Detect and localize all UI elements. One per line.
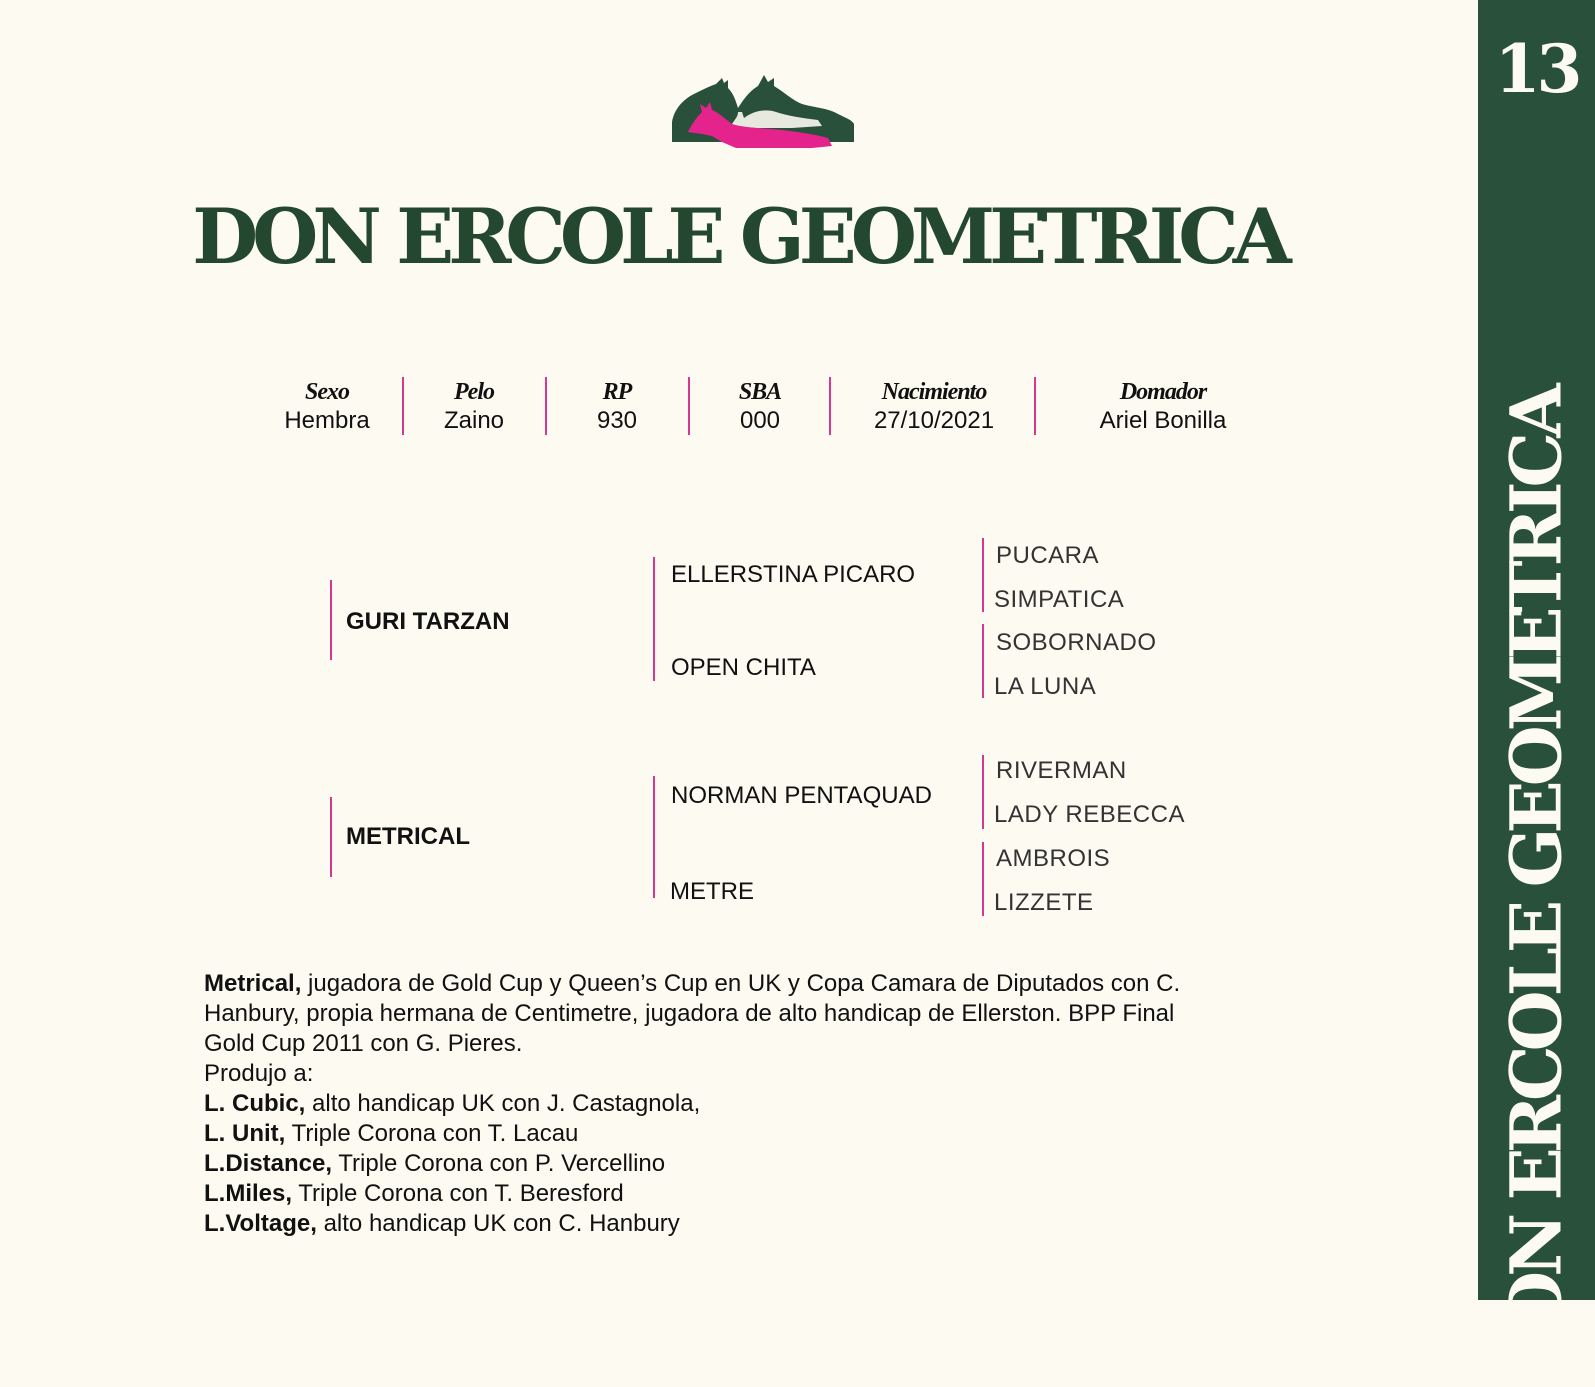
- pedigree-great-grandparent: SIMPATICA: [994, 586, 1125, 613]
- description-bold: L. Cubic,: [204, 1090, 306, 1117]
- info-rp: [597, 378, 637, 436]
- description-line: [204, 1179, 1304, 1209]
- description-line: [204, 1149, 1304, 1179]
- pedigree-divider: [982, 755, 984, 829]
- pedigree-divider: [330, 580, 332, 660]
- info-sba: [739, 378, 781, 436]
- description-text: Gold Cup 2011 con G. Pieres.: [204, 1030, 523, 1057]
- description-text: jugadora de Gold Cup y Queen’s Cup en UK y Copa Camara de Diputados con C.: [301, 970, 1181, 997]
- description-text: alto handicap UK con J. Castagnola,: [305, 1090, 701, 1117]
- info-label: Nacimiento: [881, 379, 987, 405]
- info-label: Domador: [1119, 379, 1207, 405]
- info-value: 27/10/2021: [873, 407, 995, 434]
- description-line: [204, 969, 1304, 999]
- pedigree-great-grandparent: LA LUNA: [994, 673, 1097, 700]
- pedigree-great-grandparent: RIVERMAN: [996, 757, 1127, 784]
- info-domador: [1100, 378, 1227, 436]
- info-value: Hembra: [284, 407, 370, 434]
- pedigree-great-grandparent: SOBORNADO: [996, 629, 1157, 656]
- description-bold: L.Voltage,: [204, 1210, 317, 1237]
- pedigree-granddam: OPEN CHITA: [671, 654, 816, 681]
- pedigree-divider: [982, 842, 984, 916]
- info-sexo: [284, 378, 369, 436]
- description-text: alto handicap UK con C. Hanbury: [316, 1210, 680, 1237]
- pedigree-divider: [653, 557, 655, 681]
- page-number: 13: [1494, 30, 1579, 108]
- description-line: [204, 1119, 1304, 1149]
- horses-logo-icon: [672, 72, 858, 150]
- info-divider: [1034, 377, 1036, 435]
- info-value: Zaino: [443, 407, 505, 434]
- info-divider: [545, 377, 547, 435]
- pedigree-granddam: METRE: [670, 878, 754, 905]
- description-line: [204, 999, 1304, 1029]
- info-value: 930: [596, 407, 638, 434]
- sidebar: [1478, 0, 1595, 1387]
- description-text: Triple Corona con T. Lacau: [285, 1120, 579, 1147]
- info-label: Pelo: [454, 379, 494, 405]
- description-text: Produjo a:: [204, 1060, 314, 1087]
- info-label: SBA: [738, 379, 782, 405]
- pedigree-sire: GURI TARZAN: [346, 608, 510, 635]
- page-title: DON ERCOLE GEOMETRICA: [192, 192, 1286, 281]
- pedigree-divider: [982, 538, 984, 612]
- info-value: 000: [739, 407, 781, 434]
- pedigree-great-grandparent: LADY REBECCA: [994, 801, 1185, 828]
- description-line: [204, 1029, 1304, 1059]
- info-divider: [829, 377, 831, 435]
- info-value: Ariel Bonilla: [1099, 407, 1227, 434]
- description-line: [204, 1089, 1304, 1119]
- info-label: RP: [602, 379, 632, 405]
- pedigree-grandsire: NORMAN PENTAQUAD: [671, 782, 932, 809]
- pedigree-great-grandparent: AMBROIS: [996, 845, 1111, 872]
- info-divider: [402, 377, 404, 435]
- pedigree-divider: [982, 624, 984, 698]
- sidebar-title: DON ERCOLE GEOMETRICA: [1494, 389, 1578, 1387]
- description-line: [204, 1059, 1304, 1089]
- info-nacimiento: [874, 378, 994, 436]
- description: [204, 969, 1304, 1239]
- description-line: [204, 1209, 1304, 1239]
- pedigree-dam: METRICAL: [346, 823, 470, 850]
- description-text: Triple Corona con T. Beresford: [292, 1180, 624, 1207]
- pedigree-divider: [653, 776, 655, 898]
- info-label: Sexo: [304, 379, 349, 405]
- description-bold: L.Miles,: [204, 1180, 293, 1207]
- pedigree-great-grandparent: PUCARA: [996, 542, 1100, 569]
- info-divider: [688, 377, 690, 435]
- pedigree-grandsire: ELLERSTINA PICARO: [671, 561, 916, 588]
- description-bold: Metrical,: [204, 970, 302, 997]
- info-pelo: [444, 378, 504, 436]
- pedigree-divider: [330, 797, 332, 877]
- description-bold: L.Distance,: [204, 1150, 333, 1177]
- description-text: Hanbury, propia hermana de Centimetre, jugadora de alto handicap de Ellerston. BPP Final: [204, 1000, 1175, 1027]
- description-text: Triple Corona con P. Vercellino: [332, 1150, 666, 1177]
- description-bold: L. Unit,: [204, 1120, 286, 1147]
- pedigree-great-grandparent: LIZZETE: [994, 889, 1094, 916]
